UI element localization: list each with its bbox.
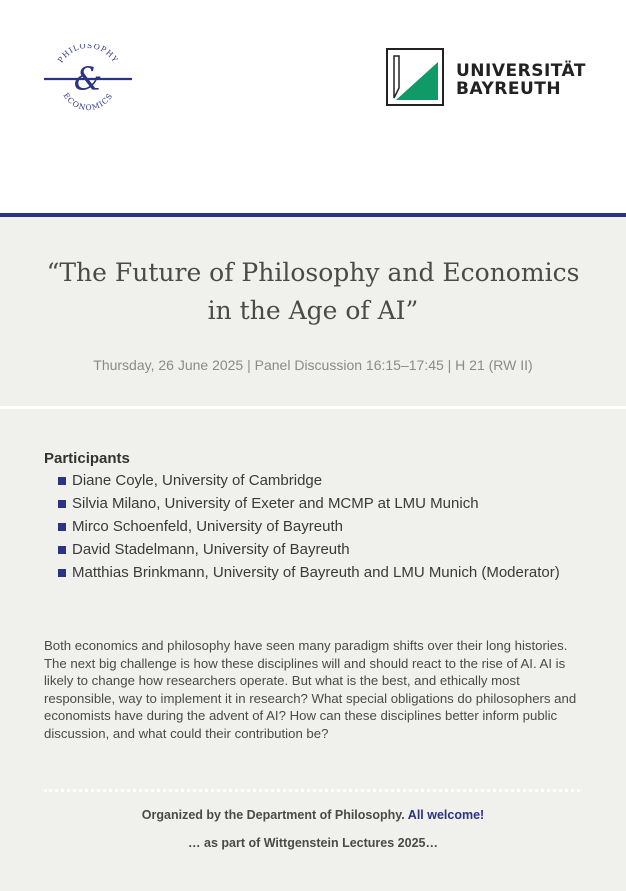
philosophy-economics-emblem xyxy=(40,44,136,114)
event-dateline: Thursday, 26 June 2025 | Panel Discussion 16:15–17:45 | H 21 (RW II) xyxy=(93,357,533,373)
event-title-line1: “The Future of Philosophy and Economics xyxy=(46,258,580,287)
philosophy-economics-logo xyxy=(40,44,136,114)
participant-item xyxy=(58,540,598,559)
dotted-divider xyxy=(44,789,580,792)
university-wordmark-line1: UNIVERSITÄT xyxy=(456,61,586,81)
square-bullet-icon xyxy=(58,500,66,508)
organizer-line xyxy=(20,808,606,822)
participant-name: Matthias Brinkmann, University of Bayreuth and LMU Munich (Moderator) xyxy=(72,564,560,581)
header xyxy=(0,0,626,213)
participant-item xyxy=(58,494,598,513)
participant-name: Diane Coyle, University of Cambridge xyxy=(72,472,323,489)
university-wordmark-line2: BAYREUTH xyxy=(456,79,562,99)
event-title xyxy=(20,254,606,330)
welcome-text: All welcome! xyxy=(407,808,485,822)
square-bullet-icon xyxy=(58,546,66,554)
square-bullet-icon xyxy=(58,569,66,577)
participant-item xyxy=(58,563,598,582)
square-bullet-icon xyxy=(58,523,66,531)
logo-arc-bottom-text: ECONOMICS xyxy=(61,91,115,113)
event-title-line2: in the Age of AI” xyxy=(207,296,419,325)
ampersand-glyph: & xyxy=(73,60,103,98)
participant-name: Mirco Schoenfeld, University of Bayreuth xyxy=(72,518,343,535)
participant-item xyxy=(58,517,598,536)
square-bullet-icon xyxy=(58,477,66,485)
participant-name: David Stadelmann, University of Bayreuth xyxy=(72,541,350,558)
university-bayreuth-logo xyxy=(386,48,586,110)
logo-arc-top-text: PHILOSOPHY xyxy=(55,44,121,65)
participants-heading: Participants xyxy=(44,450,130,467)
participants-list xyxy=(58,471,598,586)
event-abstract: Both economics and philosophy have seen many paradigm shifts over their long histories. The next big challenge is how these disciplines will and should react to the rise of AI. AI is likely to change how researchers operate. But what is the best, and ethically most responsible, way to implement it in research? What special obligations do philosophers and economists have during the advent of AI? How can these disciplines better inform public discussion, and what could their contribution be? xyxy=(44,638,577,741)
participant-name: Silvia Milano, University of Exeter and MCMP at LMU Munich xyxy=(72,495,479,512)
participant-item xyxy=(58,471,598,490)
organizer-text: Organized by the Department of Philosophy. xyxy=(141,808,405,822)
lecture-series-line: … as part of Wittgenstein Lectures 2025… xyxy=(188,836,438,850)
university-wordmark xyxy=(456,62,586,98)
university-emblem-icon xyxy=(386,48,444,106)
